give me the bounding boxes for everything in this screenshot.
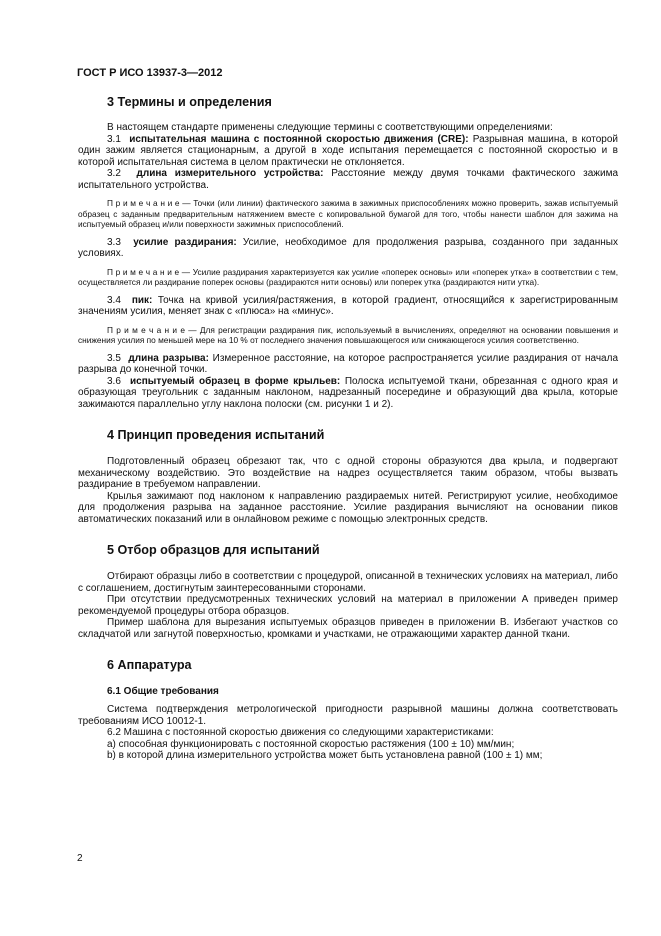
note-3-2-text: Точки (или линии) фактического зажима в зажимных приспособлениях можно проверить, зажав испытуемый образец с заданным предварительным натяжением вместе с копировальной бумагой для того, чтобы нанести шаблон для зажима на испытуемый образец и/или поверхности зажимных приспособлений. bbox=[78, 198, 618, 229]
section-6-paragraph: 6.2 Машина с постоянной скоростью движения со следующими характеристиками: bbox=[107, 727, 494, 738]
page-content bbox=[78, 94, 618, 762]
section-4-paragraph: Подготовленный образец обрезают так, что с одной стороны образуются два крыла, и подвергают механическому воздействию. Это воздействие на надрез осуществляется таким образом, чтобы вызвать раздирание в требуемом направлении. bbox=[78, 456, 618, 490]
term-3-6-term: испытуемый образец в форме крыльев: bbox=[130, 375, 341, 387]
term-3-6-definition: Полоска испытуемой ткани, обрезанная с одного края и образующая треугольник с заданным наклоном, надрезанный посередине и образующий два крыла, которые зажимаются параллельно углу наклона полоски (см. рисунки 1 и 2). bbox=[78, 375, 619, 410]
term-3-2-number: 3.2 bbox=[107, 168, 121, 179]
section-4-paragraph: Крылья зажимают под наклоном к направлению раздираемых нитей. Регистрируют усилие, необходимое для продолжения разрыва на заданное расстояние. Усилие раздирания вычисляют на основании пиков автоматических показаний или в онлайновом режиме с помощью электронных средств. bbox=[78, 490, 618, 525]
term-3-2-definition: Расстояние между двумя точками фактического зажима испытательного устройства. bbox=[78, 168, 619, 191]
term-3-5 bbox=[78, 353, 618, 376]
term-3-6 bbox=[78, 376, 618, 411]
term-3-6-number: 3.6 bbox=[107, 375, 121, 387]
section-6-paragraph: Система подтверждения метрологической пригодности разрывной машины должна соответствовать требованиям ИСО 10012-1. bbox=[78, 704, 618, 727]
list-item-b: b) в которой длина измерительного устройства может быть установлена равной (100 ± 1) мм; bbox=[107, 750, 543, 761]
term-3-3-number: 3.3 bbox=[107, 236, 121, 248]
note-3-3-text: Усилие раздирания характеризуется как усилие «поперек основы» или «поперек утка» в соответствии с тем, осуществляется ли раздирание поперек основы (раздираются нити основы) или поперек утка (раздираются нити утка). bbox=[78, 266, 618, 287]
section-5-title: 5 Отбор образцов для испытаний bbox=[107, 543, 320, 557]
term-3-5-number: 3.5 bbox=[107, 352, 121, 364]
note-3-2 bbox=[78, 198, 618, 230]
note-3-4-text: Для регистрации раздирания пик, используемый в вычислениях, определяют на основании повышения и снижения усилия по меньшей мере на 10 % от последнего значения повышающегося или снижающегося усилия соответственно. bbox=[78, 324, 618, 345]
term-3-4-definition: Точка на кривой усилия/растяжения, в которой градиент, относящийся к зарегистрированным значениям усилия, меняет знак с «плюса» на «минус». bbox=[78, 294, 618, 317]
term-3-3-term: усилие раздирания: bbox=[133, 236, 237, 248]
term-3-3 bbox=[78, 237, 618, 260]
section-5-paragraph: Пример шаблона для вырезания испытуемых образцов приведен в приложении В. Избегают участков со складчатой или загнутой поверхностью, кромками и участками, не отражающими характер данной ткани. bbox=[78, 617, 618, 640]
term-3-2 bbox=[78, 168, 618, 191]
list-item-a: а) способная функционировать с постоянной скоростью растяжения (100 ± 10) мм/мин; bbox=[107, 738, 515, 750]
section-4-title: 4 Принцип проведения испытаний bbox=[107, 428, 325, 442]
term-3-2-term: длина измерительного устройства: bbox=[136, 168, 324, 179]
term-3-1-definition: Разрывная машина, в которой один зажим является стационарным, а другой в ходе испытания перемещается с постоянной скоростью и в которой испытательная система в целом практически не отклоняется. bbox=[78, 133, 619, 168]
term-3-1-term: испытательная машина с постоянной скоростью движения (CRE): bbox=[129, 133, 469, 145]
note-label: П р и м е ч а н и е — bbox=[107, 198, 191, 208]
term-3-5-term: длина разрыва: bbox=[128, 352, 209, 364]
section-5-paragraph: При отсутствии предусмотренных технических условий на материал в приложении А приведен пример рекомендуемой процедуры отбора образцов. bbox=[78, 594, 618, 617]
term-3-3-definition: Усилие, необходимое для продолжения разрыва, созданного при заданных условиях. bbox=[78, 236, 618, 259]
term-3-1-number: 3.1 bbox=[107, 133, 121, 145]
term-3-4-number: 3.4 bbox=[107, 294, 121, 306]
section-3-intro: В настоящем стандарте применены следующие термины с соответствующими определениями: bbox=[107, 122, 553, 133]
term-3-1 bbox=[78, 134, 618, 169]
note-3-3 bbox=[78, 267, 618, 288]
subsection-6-1-title: 6.1 Общие требования bbox=[107, 686, 219, 697]
section-5-paragraph: Отбирают образцы либо в соответствии с процедурой, описанной в технических условиях на материал, либо с соглашением, достигнутым заинтересованными сторонами. bbox=[78, 571, 618, 594]
note-label: П р и м е ч а н и е — bbox=[107, 324, 197, 335]
term-3-4-term: пик: bbox=[131, 294, 153, 306]
note-label: П р и м е ч а н и е — bbox=[107, 266, 191, 277]
page-number: 2 bbox=[77, 853, 83, 864]
section-3-title: 3 Термины и определения bbox=[107, 95, 272, 109]
running-header: ГОСТ Р ИСО 13937-3—2012 bbox=[77, 67, 223, 79]
term-3-4 bbox=[78, 295, 618, 318]
term-3-5-definition: Измеренное расстояние, на которое распространяется усилие раздирания от начала разрыва до конечной точки. bbox=[78, 352, 619, 375]
note-3-4 bbox=[78, 325, 618, 346]
section-6-title: 6 Аппаратура bbox=[107, 658, 192, 672]
